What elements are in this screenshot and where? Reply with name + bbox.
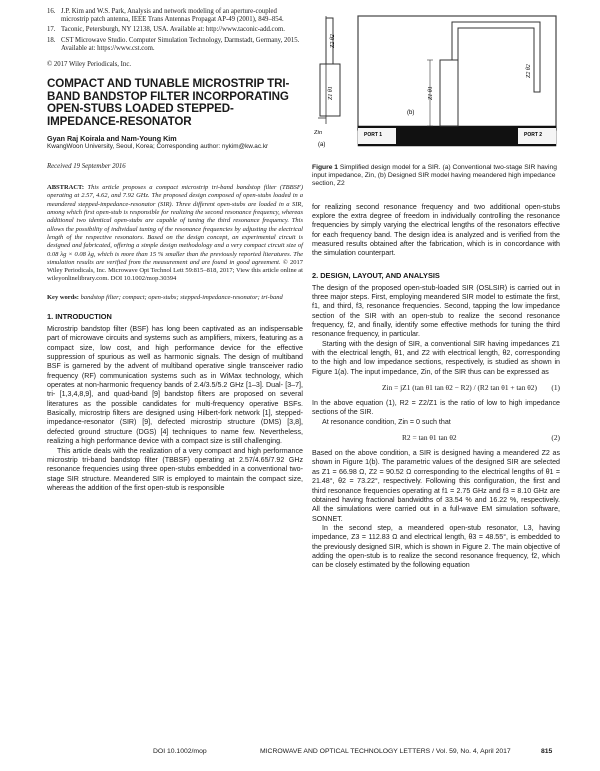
abstract-label: ABSTRACT: [47, 184, 85, 192]
figure-1 [312, 8, 560, 158]
paragraph: In the above equation (1), R2 = Z2/Z1 is the ratio of low to high impedance sections of the SIR. [312, 399, 560, 417]
figure-sub-a: (a) [318, 142, 326, 148]
abstract [47, 184, 303, 284]
label-zin: Zin [314, 130, 323, 136]
paragraph: At resonance condition, Zin = 0 such that [322, 417, 451, 426]
keywords [47, 294, 303, 302]
label-z2-theta2: Z2 θ2 [330, 34, 336, 48]
conventional-sir [318, 16, 340, 124]
footer-doi: DOI 10.1002/mop [153, 748, 207, 755]
reference-16 [47, 8, 303, 24]
equation-text [312, 399, 560, 427]
figure-sub-b: (b) [407, 110, 415, 116]
footer-journal: MICROWAVE AND OPTICAL TECHNOLOGY LETTERS / Vol. 59, No. 4, April 2017 [260, 748, 511, 755]
equation-1 [312, 377, 560, 399]
left-column [47, 8, 303, 493]
label-z1-theta1: Z1 θ1 [328, 86, 334, 100]
reference-text: J.P. Kim and W.S. Park, Analysis and network modeling of an aperture-coupled microstrip patch antenna, IEEE Trans Antennas Propagat AP-49 (2001), 849–854. [61, 8, 284, 24]
design-body-continued [312, 449, 560, 570]
paragraph: Based on the above condition, a SIR is designed having a meandered Z2 as shown in Figure 1(b). The parametric values of the designed SIR are selected as Z1 = 66.98 Ω, Z2 = 90.52 Ω corresponding to the electrical lengths of θ1 = 21.48°, θ2 = 73.22°, respectively. Following this configuration, the first and third resonance frequencies operating at f1 = 2.75 GHz and f3 = 8.10 GHz are obtained having fractional bandwidths of 33.54 % and 16.22 %, respectively. All the simulations were carried out in a full-wave EM simulation software, SONNET. [312, 449, 560, 523]
keywords-text: bandstop filter; compact; open-stubs; stepped-impedance-resonator; tri-band [78, 293, 283, 301]
design-body [312, 284, 560, 377]
received-date: Received 19 September 2016 [47, 163, 126, 171]
section-heading-introduction: 1. INTRODUCTION [47, 312, 112, 322]
reference-number: 18. [47, 36, 56, 44]
figure-caption-text: Simplified design model for a SIR. (a) Conventional two-stage SIR having input impedance, Zin, (b) Designed SIR model having meandered high impedance section, Z2 [312, 164, 557, 188]
reference-text: CST Microwave Studio. Computer Simulation Technology, Darmstadt, Germany, 2015. Available at: https://www.cst.com. [61, 36, 300, 52]
right-column [312, 8, 560, 571]
reference-18 [47, 37, 303, 53]
port-2-label: PORT 2 [524, 132, 543, 138]
footer-page-number: 815 [541, 748, 553, 755]
label-z2-theta2-b: Z2 θ2 [526, 64, 532, 78]
article-affiliation: KwangWoon University, Seoul, Korea; Corresponding author: nykim@kw.ac.kr [47, 143, 269, 151]
equation-1-number: (1) [551, 383, 560, 393]
reference-17 [47, 26, 303, 34]
paragraph: In the second step, a meandered open-stub resonator, L3, having impedance, Z3 = 112.83 Ω and electrical length, θ3 = 48.55°, is embedded to the previously designed SIR, which is shown in Figure 2. The main objective of adding the open-stub is to realize the second resonance frequency, f2, which can be closely estimated by the following equation [312, 523, 560, 570]
figure-caption-label: Figure 1 [312, 164, 339, 171]
paragraph: This article deals with the realization of a very compact and high performance microstrip tri-band bandstop filter (TBBSF) operating at 2.57/4.65/7.92 GHz resonance frequencies using three open-stubs embedded in a conventional two-stage SIR structure. Meandered SIR is employed to maintain the compact size, whereas the addition of the first open-stub is responsible [47, 446, 303, 492]
port-1-label: PORT 1 [364, 132, 383, 138]
reference-number: 17. [47, 26, 56, 34]
equation-2-expression: R2 = tan θ1 tan θ2 [402, 433, 457, 443]
paragraph: Microstrip bandstop filter (BSF) has long been captivated as an indispensable part of microwave circuits and systems such as amplifiers, mixers, featuring as a compact size, low cost, and high performance device for the effective suppression of spurious as well as harmonic signals. The design of multiband BSF is garnered by the advent of multiband operative single transceiver radio frequency (RF) communication systems such as in WiMax technology, which operates at non-harmonic frequency bands of 2.4/3.5/5.2 GHz [1–3]. Dual- [3–7], tri- [1,3,4,8,9], and quad-band [9] bandstop filters are proposed on several literatures as the possible candidates for multi-frequency operative BSFs. Basically, microstrip filters are designed using Hilbert-fork network [1], stepped-impedance-resonator (SIR) [9], defected microstrip structure (DMS) [3,8], defected ground structure (DGS) [4] techniques to name few. Nevertheless, realizing a high performance device with a compact size is still challenging. [47, 325, 303, 446]
reference-number: 16. [47, 8, 56, 15]
label-z1-theta1-b: Z1 θ1 [428, 86, 434, 100]
paragraph: Starting with the design of SIR, a conventional SIR having impedances Z1 with the electrical length, θ1, and Z2 with electrical length, θ2, corresponding to the high and low impedance sections, respectively, is studied as shown in Figure 1(a). The input impedance, Zin, of the SIR thus can be expressed as [312, 339, 560, 376]
designed-sir [358, 16, 556, 146]
paragraph: The design of the proposed open-stub-loaded SIR (OSLSIR) is carried out in three major steps. First, employing meandered SIR model to estimate the first, f1, and third, f3, resonance frequencies. Second, tapping the low impedance section of the SIR with an open-stub to realize the second resonance frequency, f2, and finally, identify some effective methods for tuning the third resonance frequency, in particular. [312, 283, 560, 339]
reference-text: Taconic, Petersburgh, NY 12138, USA. Available at: http://www.taconic-add.com. [61, 26, 285, 34]
right-body [312, 203, 560, 259]
equation-2-number: (2) [551, 433, 560, 443]
copyright-notice: © 2017 Wiley Periodicals, Inc. [47, 61, 132, 69]
section-heading-design: 2. DESIGN, LAYOUT, AND ANALYSIS [312, 270, 440, 280]
equation-2 [312, 431, 560, 445]
figure-caption [312, 164, 560, 189]
abstract-text: This article proposes a compact microstrip tri-band bandstop filter (TBBSF) operating at 2.57, 4.62, and 7.92 GHz. The proposed design composed of open-stubs loaded in a meandered stepped-impedance-resonator (SIR). Three different open-stubs are loaded in a SIR, among which first open-stub is responsible for realizing the second resonance frequency, whereas additional two identical open-stubs are capable of tuning the third resonance frequency. This allows the possibility of individual tuning of the resonance frequencies by adjusting the electrical length of the respective resonators. Based on the design concept, an experimental circuit is designed and fabricated, offering a simple design methodology and a very compact circuit size of 0.08 λg × 0.08 λg, which is more than 15 % smaller than the previously reported literatures. The simulation results are verified from the measurement and are found in good agreement. [47, 184, 303, 266]
abstract-tail: © 2017 Wiley Periodicals, Inc. Microwave Opt Technol Lett 59:815–818, 2017; View this article online at wileyonlinelibrary.com. DOI 10.1002/mop.30394 [47, 258, 303, 283]
introduction-body [47, 325, 303, 493]
sir-diagram [312, 8, 560, 158]
article-authors: Gyan Raj Koirala and Nam-Young Kim [47, 134, 177, 144]
paragraph: for realizing second resonance frequency and two additional open-stubs explore the extra degree of freedom in individually controlling the resonance frequencies by simply varying the electrical lengths of the resonators effective for each frequency band. The design idea is analyzed and is verified from the measured results obtained after the fabrication, which is in concordance with the simulation counterpart. [312, 202, 560, 258]
keywords-label: Key words: [47, 293, 79, 301]
equation-1-expression: Zin = jZ1 (tan θ1 tan θ2 − R2) / (R2 tan θ1 + tan θ2) [382, 383, 537, 393]
article-title: COMPACT AND TUNABLE MICROSTRIP TRI-BAND BANDSTOP FILTER INCORPORATING OPEN-STUBS LOADED STEPPED-IMPEDANCE-RESONATOR [47, 77, 290, 128]
